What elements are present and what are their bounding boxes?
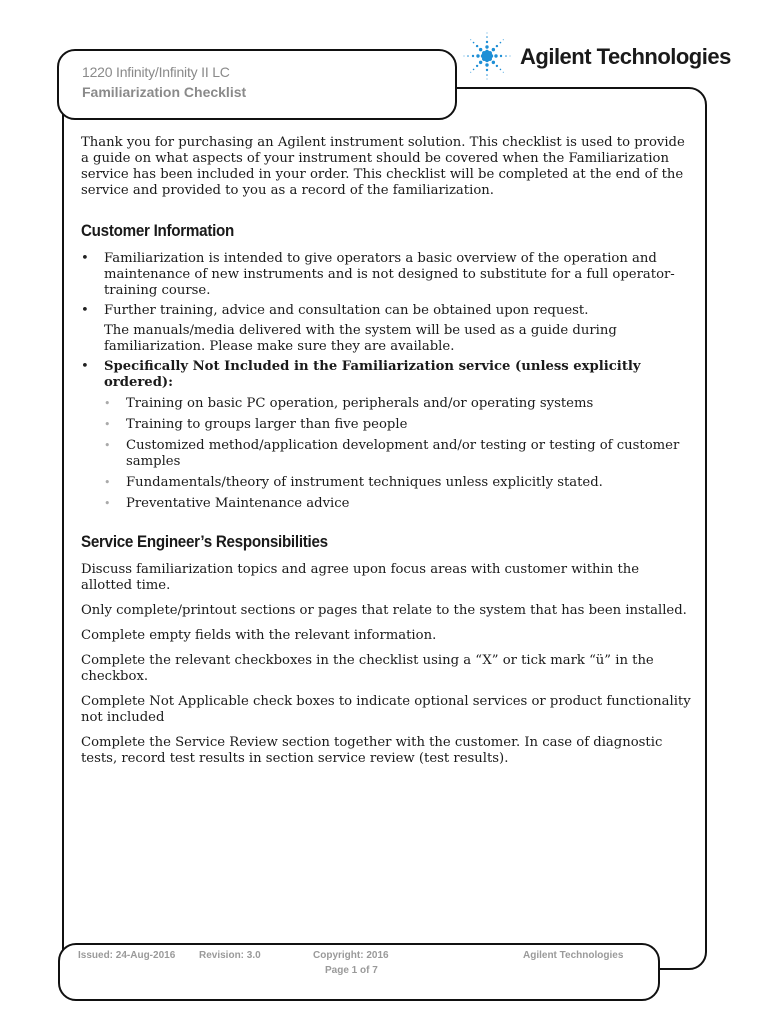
responsibilities-section — [81, 534, 691, 767]
list-item: • Customized method/application development and/or testing or testing of customer samples — [104, 438, 691, 470]
brand-name: Agilent Technologies — [520, 44, 731, 69]
footer-issued: Issued: 24-Aug-2016 — [78, 950, 176, 961]
responsibility-paragraph: Discuss familiarization topics and agree upon focus areas with customer within the allotted time. — [81, 562, 640, 593]
responsibility-paragraph: Complete the Service Review section together with the customer. In case of diagnostic tests, record test results in section service review (test results). — [81, 735, 663, 766]
list-item: • Familiarization is intended to give operators a basic overview of the operation and maintenance of new instruments and is not designed to substitute for a full operator-training course. — [81, 251, 691, 299]
list-item: • Training to groups larger than five people — [104, 417, 691, 433]
intro-paragraph: Thank you for purchasing an Agilent instrument solution. This checklist is used to provide a guide on what aspects of your instrument should be covered when the Familiarization service has been included in your order. This checklist will be completed at the end of the service and provided to you as a record of the familiarization. — [81, 135, 685, 198]
list-item: • Preventative Maintenance advice — [104, 496, 691, 512]
document-title: 1220 Infinity/Infinity II LC — [82, 64, 230, 80]
not-included-heading: Specifically Not Included in the Familiarization service (unless explicitly ordered): — [104, 359, 641, 390]
customer-info-heading: Customer Information — [81, 222, 235, 240]
main-content — [81, 135, 691, 776]
not-included-list — [104, 396, 691, 512]
customer-info-list — [81, 251, 691, 512]
footer-revision: Revision: 3.0 — [199, 950, 261, 961]
responsibilities-heading: Service Engineer’s Responsibilities — [81, 533, 328, 551]
list-item: • Fundamentals/theory of instrument techniques unless explicitly stated. — [104, 475, 691, 491]
responsibility-paragraph: Complete empty fields with the relevant information. — [81, 628, 437, 643]
not-included-item — [81, 359, 691, 512]
footer-copyright: Copyright: 2016 — [313, 950, 389, 961]
list-item: • Further training, advice and consultation can be obtained upon request. — [81, 303, 691, 319]
manuals-note: The manuals/media delivered with the system will be used as a guide during familiarization. Please make sure they are available. — [104, 323, 617, 354]
responsibility-paragraph: Complete the relevant checkboxes in the checklist using a “X” or tick mark “ü” in the checkbox. — [81, 653, 654, 684]
document-subtitle: Familiarization Checklist — [82, 84, 247, 100]
agilent-spark-logo-icon — [462, 31, 512, 81]
list-item: • Training on basic PC operation, peripherals and/or operating systems — [104, 396, 691, 412]
responsibility-paragraph: Complete Not Applicable check boxes to indicate optional services or product functionality not included — [81, 694, 691, 725]
footer-page-number: Page 1 of 7 — [325, 965, 378, 976]
footer-company: Agilent Technologies — [523, 950, 624, 961]
responsibility-paragraph: Only complete/printout sections or pages that relate to the system that has been installed. — [81, 603, 687, 618]
